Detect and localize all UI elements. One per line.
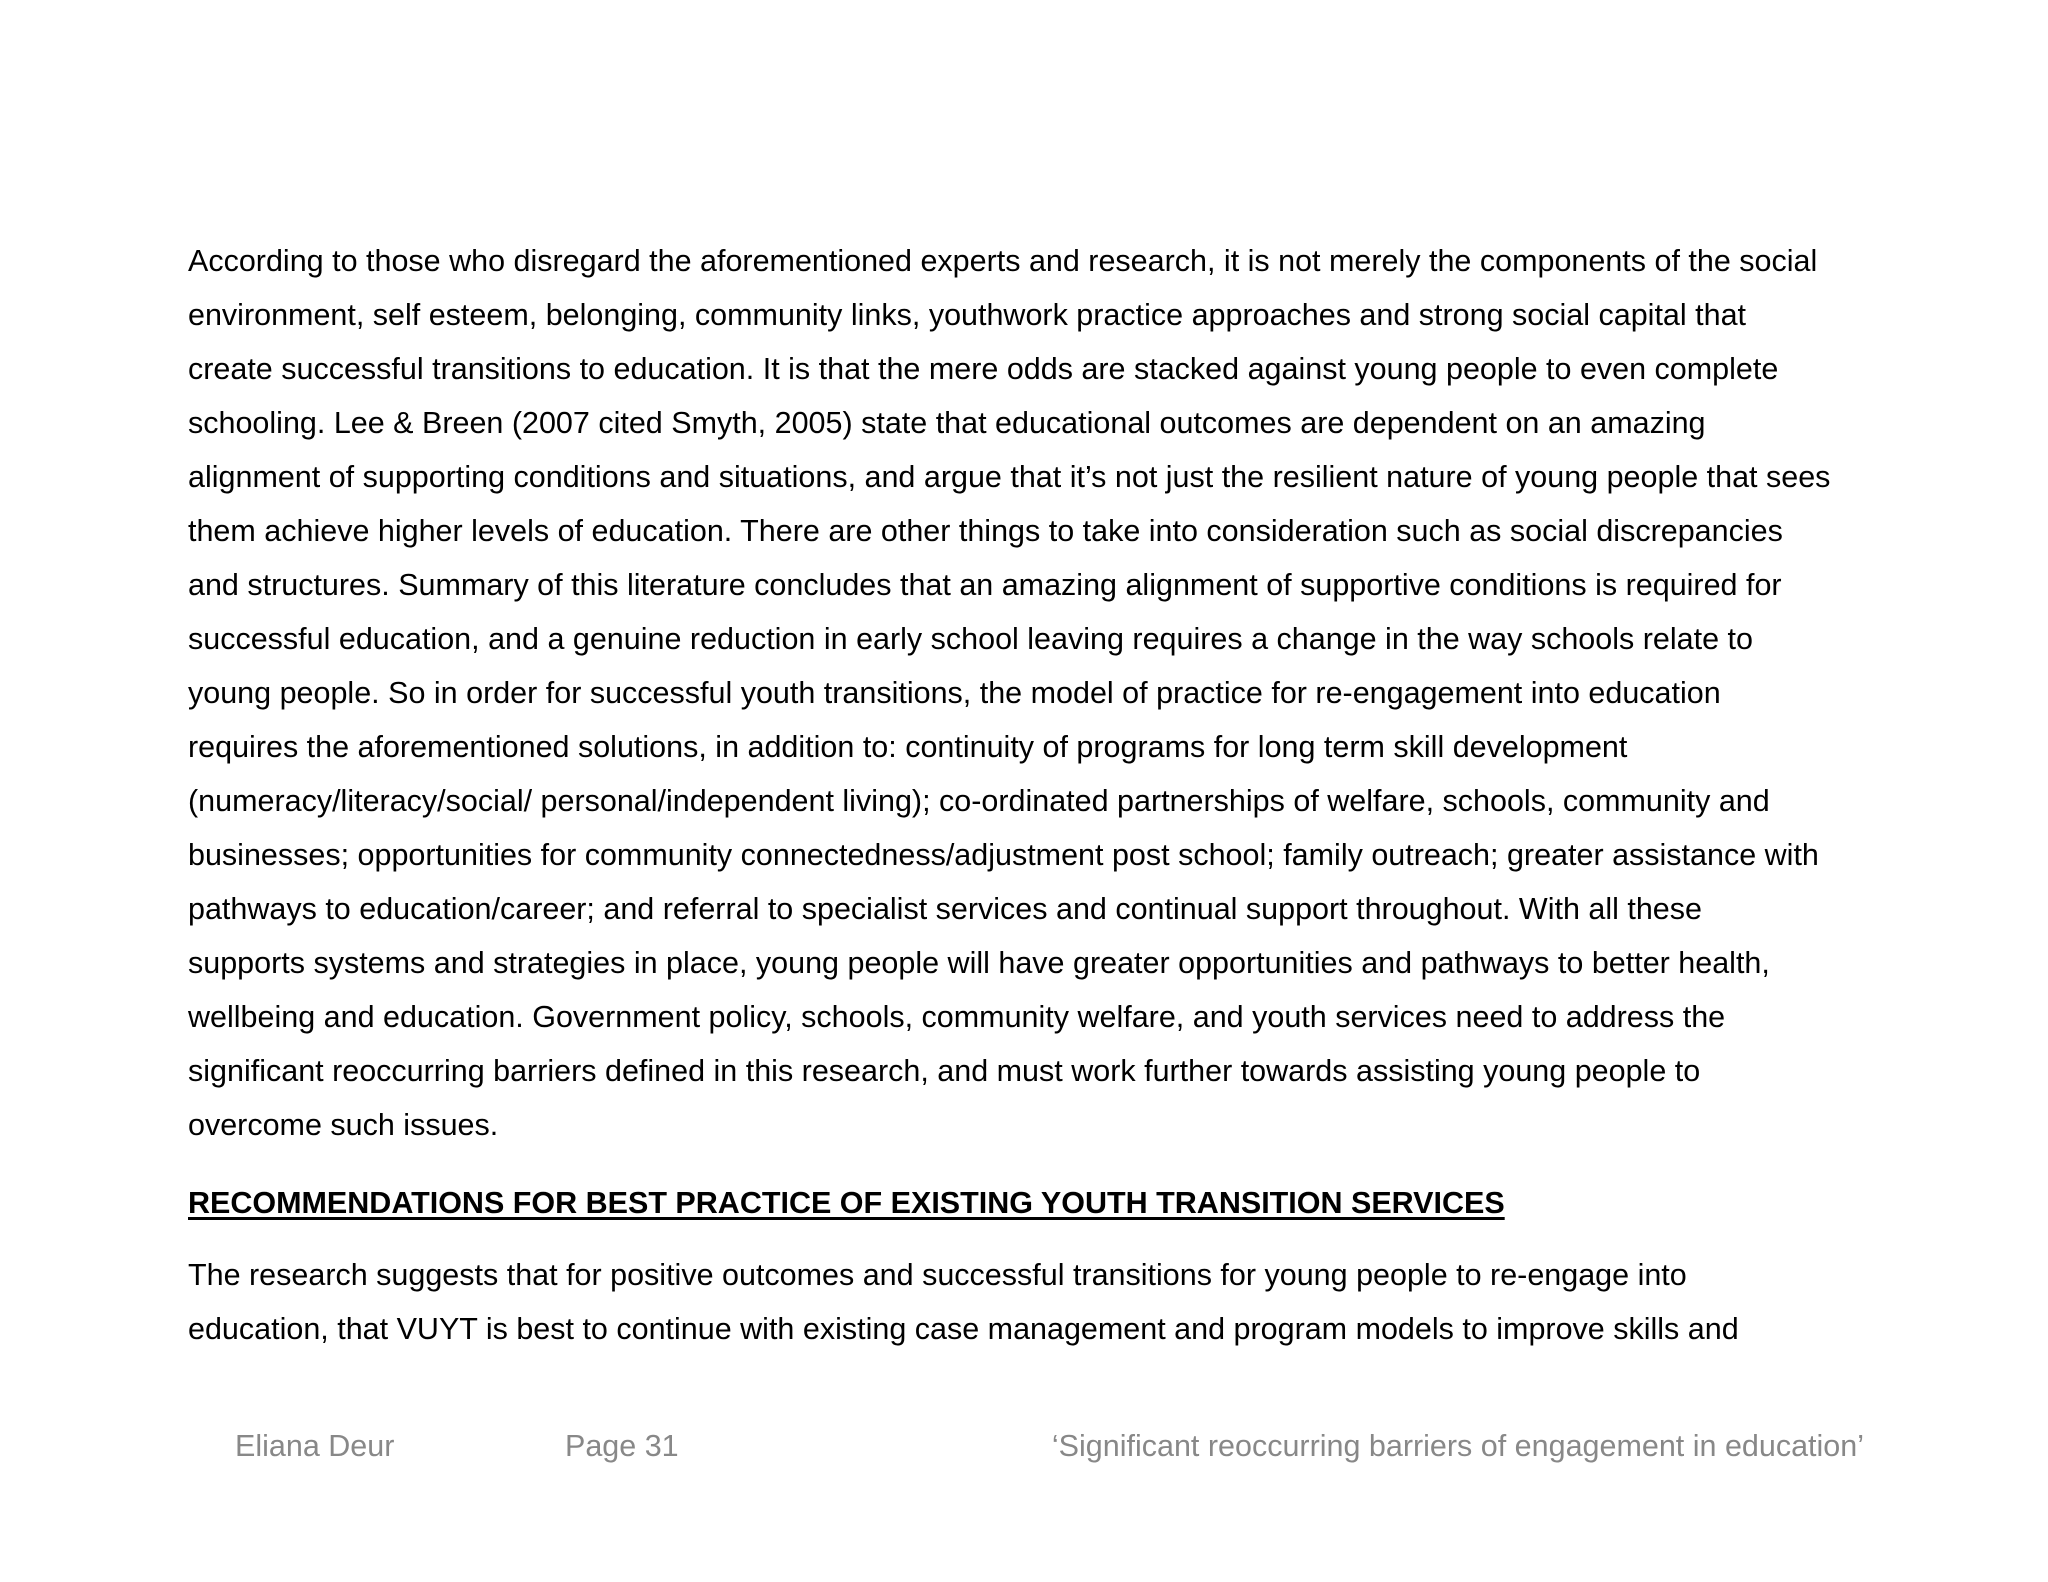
paragraph-line: young people. So in order for successful youth transitions, the model of practice for re-engagement into education [188, 676, 1721, 710]
paragraph-line: create successful transitions to education. It is that the mere odds are stacked against young people to even complete [188, 352, 1779, 386]
paragraph-line: overcome such issues. [188, 1108, 499, 1142]
paragraph-line: education, that VUYT is best to continue with existing case management and program models to improve skills and [188, 1312, 1739, 1346]
paragraph-line: The research suggests that for positive outcomes and successful transitions for young people to re-engage into [188, 1258, 1687, 1292]
paragraph-line: and structures. Summary of this literature concludes that an amazing alignment of supportive conditions is required for [188, 568, 1782, 602]
paragraph-line: requires the aforementioned solutions, in addition to: continuity of programs for long term skill development [188, 730, 1628, 764]
page-body [188, 234, 1888, 1356]
paragraph-2 [188, 1248, 1888, 1356]
page-footer [0, 1419, 2048, 1473]
paragraph-line: supports systems and strategies in place, young people will have greater opportunities and pathways to better health, [188, 946, 1770, 980]
paragraph-line: (numeracy/literacy/social/ personal/independent living); co-ordinated partnerships of welfare, schools, community and [188, 784, 1770, 818]
paragraph-line: them achieve higher levels of education. There are other things to take into consideration such as social discrepancies [188, 514, 1783, 548]
paragraph-line: pathways to education/career; and referral to specialist services and continual support throughout. With all these [188, 892, 1702, 926]
paragraph-line: According to those who disregard the aforementioned experts and research, it is not merely the components of the social [188, 244, 1818, 278]
section-heading: RECOMMENDATIONS FOR BEST PRACTICE OF EXISTING YOUTH TRANSITION SERVICES [188, 1186, 1505, 1220]
footer-page-number: Page 31 [565, 1429, 679, 1463]
paragraph-line: successful education, and a genuine reduction in early school leaving requires a change in the way schools relate to [188, 622, 1753, 656]
footer-document-title: ‘Significant reoccurring barriers of engagement in education’ [1051, 1429, 1864, 1463]
paragraph-line: schooling. Lee & Breen (2007 cited Smyth, 2005) state that educational outcomes are dependent on an amazing [188, 406, 1706, 440]
paragraph-line: businesses; opportunities for community connectedness/adjustment post school; family outreach; greater assistance with [188, 838, 1819, 872]
paragraph-line: wellbeing and education. Government policy, schools, community welfare, and youth services need to address the [188, 1000, 1726, 1034]
paragraph-line: environment, self esteem, belonging, community links, youthwork practice approaches and strong social capital that [188, 298, 1747, 332]
paragraph-line: alignment of supporting conditions and situations, and argue that it’s not just the resilient nature of young people that sees [188, 460, 1831, 494]
paragraph-1 [188, 234, 1888, 1152]
footer-author: Eliana Deur [235, 1429, 395, 1463]
paragraph-line: significant reoccurring barriers defined in this research, and must work further towards assisting young people to [188, 1054, 1701, 1088]
